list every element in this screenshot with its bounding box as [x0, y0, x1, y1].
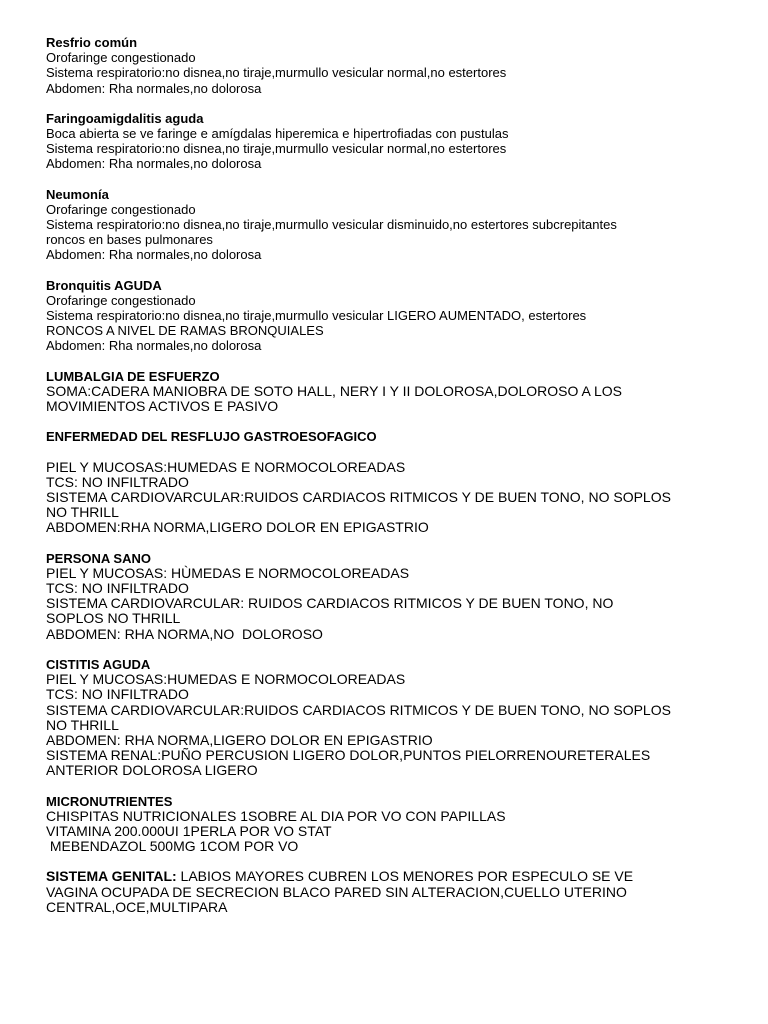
section-line: RONCOS A NIVEL DE RAMAS BRONQUIALES	[46, 323, 324, 339]
section-faringoamigdalitis	[46, 111, 746, 172]
section-line: Sistema respiratorio:no disnea,no tiraje,murmullo vesicular disminuido,no estertores subcrepitantes	[46, 217, 617, 233]
section-bronquitis	[46, 278, 746, 354]
section-title: CISTITIS AGUDA	[46, 656, 151, 672]
section-line: CENTRAL,OCE,MULTIPARA	[46, 898, 228, 915]
section-title: Faringoamigdalitis aguda	[46, 110, 204, 126]
section-line: Abdomen: Rha normales,no dolorosa	[46, 247, 262, 263]
section-line: ABDOMEN:RHA NORMA,LIGERO DOLOR EN EPIGASTRIO	[46, 519, 429, 536]
section-line: Sistema respiratorio:no disnea,no tiraje,murmullo vesicular normal,no estertores	[46, 141, 507, 157]
section-line: Abdomen: Rha normales,no dolorosa	[46, 156, 262, 172]
section-title: LUMBALGIA DE ESFUERZO	[46, 368, 220, 384]
section-line: PIEL Y MUCOSAS:HUMEDAS E NORMOCOLOREADAS	[46, 458, 406, 475]
section-line: VAGINA OCUPADA DE SECRECION BLACO PARED SIN ALTERACION,CUELLO UTERINO	[46, 883, 627, 900]
section-title: Neumonía	[46, 186, 109, 202]
section-title: MICRONUTRIENTES	[46, 793, 173, 809]
section-title: PERSONA SANO	[46, 550, 151, 566]
section-line: CHISPITAS NUTRICIONALES 1SOBRE AL DIA POR VO CON PAPILLAS	[46, 807, 506, 824]
section-line: SISTEMA RENAL:PUÑO PERCUSION LIGERO DOLOR,PUNTOS PIELORRENOURETERALES	[46, 747, 651, 764]
section-line: Orofaringe congestionado	[46, 292, 196, 308]
section-line: MEBENDAZOL 500MG 1COM POR VO	[46, 838, 299, 855]
section-line: NO THRILL	[46, 504, 119, 521]
section-first-line	[46, 869, 746, 884]
section-line: roncos en bases pulmonares	[46, 232, 213, 248]
section-first-line-rest: LABIOS MAYORES CUBREN LOS MENORES POR ESPECULO SE VE	[176, 868, 634, 885]
section-persona-sano	[46, 551, 746, 642]
section-line: PIEL Y MUCOSAS: HÙMEDAS E NORMOCOLOREADAS	[46, 564, 410, 581]
section-resfrio-comun	[46, 35, 746, 96]
section-title: Bronquitis AGUDA	[46, 277, 162, 293]
section-title: Resfrio común	[46, 35, 138, 50]
section-line: Orofaringe congestionado	[46, 50, 196, 66]
section-line: SISTEMA CARDIOVARCULAR:RUIDOS CARDIACOS RITMICOS Y DE BUEN TONO, NO SOPLOS	[46, 489, 671, 506]
section-line: NO THRILL	[46, 716, 119, 733]
section-line: Abdomen: Rha normales,no dolorosa	[46, 80, 262, 96]
section-line: TCS: NO INFILTRADO	[46, 473, 189, 490]
section-line: ANTERIOR DOLOROSA LIGERO	[46, 762, 258, 779]
section-micronutrientes	[46, 794, 746, 855]
section-lumbalgia	[46, 369, 746, 415]
section-sistema-genital	[46, 869, 746, 915]
section-title: SISTEMA GENITAL:	[46, 868, 177, 885]
section-line: VITAMINA 200.000UI 1PERLA POR VO STAT	[46, 822, 332, 839]
section-line: SOMA:CADERA MANIOBRA DE SOTO HALL, NERY I Y II DOLOROSA,DOLOROSO A LOS	[46, 382, 622, 399]
section-line: ABDOMEN: RHA NORMA,NO DOLOROSO	[46, 625, 323, 642]
section-line: ABDOMEN: RHA NORMA,LIGERO DOLOR EN EPIGASTRIO	[46, 731, 433, 748]
section-line: Orofaringe congestionado	[46, 201, 196, 217]
section-line: Boca abierta se ve faringe e amígdalas hiperemica e hipertrofiadas con pustulas	[46, 126, 509, 142]
section-line: SISTEMA CARDIOVARCULAR: RUIDOS CARDIACOS RITMICOS Y DE BUEN TONO, NO	[46, 595, 614, 612]
section-line: MOVIMIENTOS ACTIVOS E PASIVO	[46, 398, 279, 415]
section-line: SISTEMA CARDIOVARCULAR:RUIDOS CARDIACOS RITMICOS Y DE BUEN TONO, NO SOPLOS	[46, 701, 671, 718]
section-line: Abdomen: Rha normales,no dolorosa	[46, 338, 262, 354]
section-line: PIEL Y MUCOSAS:HUMEDAS E NORMOCOLOREADAS	[46, 671, 406, 688]
section-line: TCS: NO INFILTRADO	[46, 686, 189, 703]
section-line: SOPLOS NO THRILL	[46, 610, 181, 627]
section-cistitis	[46, 657, 746, 779]
section-line: Sistema respiratorio:no disnea,no tiraje,murmullo vesicular LIGERO AUMENTADO, estertores	[46, 308, 587, 324]
section-line: TCS: NO INFILTRADO	[46, 580, 189, 597]
section-title: ENFERMEDAD DEL RESFLUJO GASTROESOFAGICO	[46, 429, 377, 445]
section-line: Sistema respiratorio:no disnea,no tiraje,murmullo vesicular normal,no estertores	[46, 65, 507, 81]
blank-line	[46, 444, 746, 459]
section-neumonia	[46, 187, 746, 263]
document-page	[46, 35, 746, 930]
section-reflujo	[46, 429, 746, 535]
